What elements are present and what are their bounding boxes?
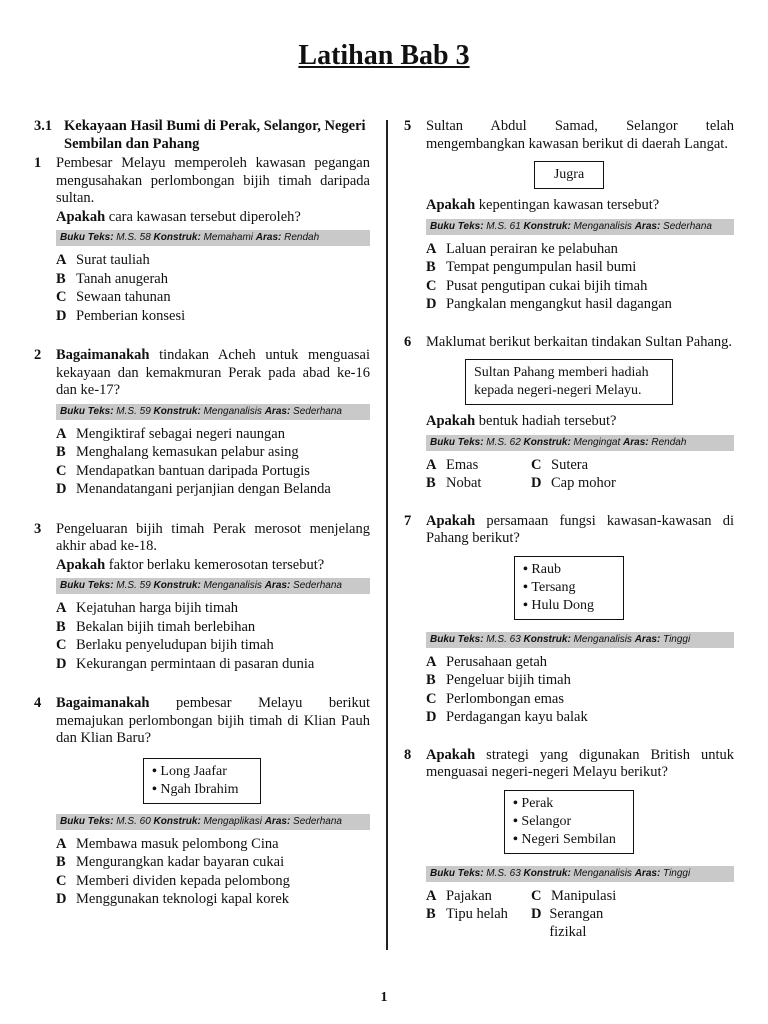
info-box	[143, 758, 261, 804]
question-prompt: Apakah faktor berlaku kemerosotan tersebut?	[56, 556, 325, 573]
question-8	[404, 747, 734, 942]
answer-option: D Pangkalan mengangkut hasil dagangan	[426, 296, 672, 312]
question-7	[404, 513, 734, 727]
info-box-item: • Ngah Ibrahim	[152, 781, 252, 799]
answer-options	[34, 426, 370, 499]
question-number: 6	[404, 333, 412, 350]
answer-option: C Sutera	[531, 456, 589, 473]
section-title: Kekayaan Hasil Bumi di Perak, Selangor, Negeri Sembilan dan Pahang	[64, 118, 366, 152]
question-stem: Maklumat berikut berkaitan tindakan Sultan Pahang.	[426, 333, 733, 350]
info-box	[514, 556, 624, 620]
answer-options	[404, 241, 734, 314]
textbook-reference: Buku Teks: M.S. 59 Konstruk: Menganalisis Aras: Sederhana	[56, 578, 370, 594]
info-box: Sultan Pahang memberi hadiah kepada negeri-negeri Melayu.	[465, 359, 673, 405]
textbook-reference: Buku Teks: M.S. 61 Konstruk: Menganalisis Aras: Sederhana	[426, 219, 734, 235]
info-box-item: • Long Jaafar	[152, 763, 252, 781]
info-box	[504, 790, 634, 854]
answer-option: A Kejatuhan harga bijih timah	[56, 600, 239, 616]
info-box-item: • Perak	[513, 795, 625, 813]
answer-option: C Mendapatkan bantuan daripada Portugis	[56, 462, 310, 479]
textbook-reference: Buku Teks: M.S. 63 Konstruk: Menganalisis Aras: Tinggi	[426, 632, 734, 648]
question-3	[34, 521, 370, 674]
answer-option: D Cap mohor	[531, 475, 616, 491]
answer-option: C Manipulasi	[531, 887, 617, 904]
answer-option: B Tempat pengumpulan hasil bumi	[426, 259, 637, 275]
left-column	[34, 118, 370, 910]
question-number: 1	[34, 155, 42, 171]
answer-option: D Serangan fizikal	[531, 906, 604, 940]
answer-option: D Perdagangan kayu balak	[426, 709, 588, 725]
answer-option: C Pusat pengutipan cukai bijih timah	[426, 277, 648, 294]
page-number: 1	[380, 990, 388, 1005]
answer-option: A Membawa masuk pelombong Cina	[56, 835, 279, 852]
answer-options	[34, 600, 370, 673]
question-number: 4	[34, 695, 42, 711]
question-stem: Apakah persamaan fungsi kawasan-kawasan di Pahang berikut?	[426, 512, 734, 546]
answer-options	[34, 252, 370, 325]
textbook-reference: Buku Teks: M.S. 62 Konstruk: Mengingat Aras: Rendah	[426, 435, 734, 451]
answer-option: D Menandatangani perjanjian dengan Belanda	[56, 481, 331, 497]
question-stem: Pengeluaran bijih timah Perak merosot menjelang akhir abad ke-18.	[56, 520, 370, 554]
question-stem: Apakah strategi yang digunakan British untuk menguasai negeri-negeri Melayu berikut?	[426, 746, 734, 780]
question-number: 2	[34, 347, 42, 363]
answer-option: C Memberi dividen kepada pelombong	[56, 872, 290, 889]
question-number: 8	[404, 746, 412, 763]
answer-option: B Menghalang kemasukan pelabur asing	[56, 444, 299, 460]
info-box-item: • Tersang	[523, 579, 615, 597]
answer-options	[404, 654, 734, 727]
answer-option: A Pajakan	[426, 887, 492, 904]
answer-option: B Tanah anugerah	[56, 270, 168, 287]
right-column	[404, 118, 734, 942]
question-stem: Sultan Abdul Samad, Selangor telah mengembangkan kawasan berikut di daerah Langat.	[426, 118, 734, 152]
answer-option: A Emas	[426, 456, 479, 473]
question-stem: Bagaimanakah pembesar Melayu berikut memajukan perlombongan bijih timah di Klian Pauh dan Klian Baru?	[56, 695, 370, 746]
answer-option: C Sewaan tahunan	[56, 289, 171, 305]
question-6	[404, 334, 734, 493]
answer-option: B Mengurangkan kadar bayaran cukai	[56, 854, 285, 870]
answer-option: D Menggunakan teknologi kapal korek	[56, 891, 290, 907]
textbook-reference: Buku Teks: M.S. 60 Konstruk: Mengaplikasi Aras: Sederhana	[56, 814, 370, 830]
question-prompt: Apakah kepentingan kawasan tersebut?	[426, 197, 660, 213]
answer-option: A Mengiktiraf sebagai negeri naungan	[56, 425, 285, 442]
question-5	[404, 118, 734, 314]
question-number: 3	[34, 520, 42, 537]
question-prompt: Apakah bentuk hadiah tersebut?	[426, 413, 617, 429]
question-number: 5	[404, 118, 412, 134]
question-prompt: Apakah cara kawasan tersebut diperoleh?	[56, 208, 301, 225]
info-box: Jugra	[534, 161, 604, 189]
textbook-reference: Buku Teks: M.S. 58 Konstruk: Memahami Aras: Rendah	[56, 230, 370, 246]
question-stem: Pembesar Melayu memperoleh kawasan pegangan mengusahakan perlombongan bijih timah daripada sultan.	[56, 155, 370, 206]
answer-option: D Kekurangan permintaan di pasaran dunia	[56, 655, 315, 672]
answer-options	[404, 888, 734, 942]
answer-option: A Surat tauliah	[56, 252, 150, 268]
textbook-reference: Buku Teks: M.S. 63 Konstruk: Menganalisis Aras: Tinggi	[426, 866, 734, 882]
answer-option: C Perlombongan emas	[426, 690, 564, 707]
answer-option: B Bekalan bijih timah berlebihan	[56, 618, 256, 635]
question-4	[34, 695, 370, 909]
answer-option: B Pengeluar bijih timah	[426, 672, 571, 688]
answer-option: D Pemberian konsesi	[56, 307, 186, 324]
info-box-item: • Negeri Sembilan	[513, 831, 625, 849]
answer-option: B Nobat	[426, 475, 482, 491]
textbook-reference: Buku Teks: M.S. 59 Konstruk: Menganalisis Aras: Sederhana	[56, 404, 370, 420]
column-divider	[386, 120, 388, 950]
question-1	[34, 155, 370, 325]
answer-options	[34, 836, 370, 909]
info-box-item: • Raub	[523, 561, 615, 579]
question-stem: Bagaimanakah tindakan Acheh untuk menguasai kekayaan dan kemakmuran Perak pada abad ke-16 dan ke-17?	[56, 347, 370, 398]
answer-option: C Berlaku penyeludupan bijih timah	[56, 637, 274, 653]
question-number: 7	[404, 512, 412, 529]
page-title: Latihan Bab 3	[298, 40, 470, 71]
answer-options	[404, 457, 734, 493]
info-box-item: • Hulu Dong	[523, 597, 615, 615]
answer-option: A Laluan perairan ke pelabuhan	[426, 240, 618, 257]
section-number: 3.1	[34, 118, 53, 134]
question-2	[34, 347, 370, 499]
answer-option: A Perusahaan getah	[426, 653, 548, 670]
answer-option: B Tipu helah	[426, 906, 508, 922]
section-heading	[34, 118, 370, 153]
info-box-item: • Selangor	[513, 813, 625, 831]
